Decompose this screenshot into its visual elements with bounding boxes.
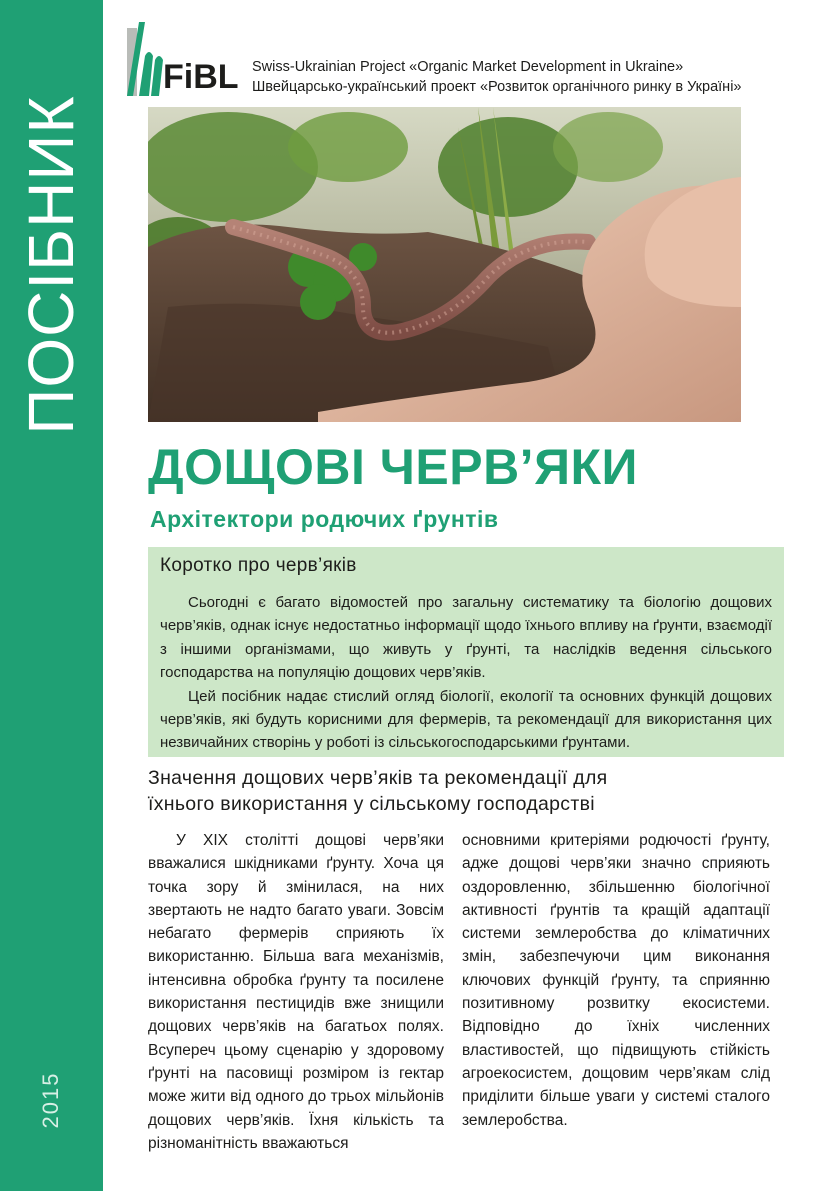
section-heading-line: Значення дощових черв’яків та рекомендації для <box>148 767 608 789</box>
summary-body <box>160 591 772 755</box>
summary-heading: Коротко про черв’яків <box>160 555 357 576</box>
publication-year: 2015 <box>38 1071 63 1129</box>
body-column-left <box>148 829 444 1155</box>
summary-paragraph: Цей посібник надає стислий огляд біології, екології та основних функцій дощових черв’яків, які будуть корисними для фермерів, та рекомендації для використання цих незвичайних створінь у роботі із сільськогосподарськими ґрунтами. <box>160 687 772 752</box>
page-title: ДОЩОВІ ЧЕРВ’ЯКИ <box>148 439 638 495</box>
document-type-label: ПОСІБНИК <box>15 95 87 435</box>
project-name-ua: Швейцарсько-український проект «Розвиток органічного ринку в Україні» <box>252 79 742 95</box>
earthworm-photo <box>148 107 741 422</box>
summary-paragraph: Сьогодні є багато відомостей про загальну систематику та біологію дощових черв’яків, однак існує недостатньо інформації щодо їхнього впливу на ґрунти, взаємодії з іншими організмами, що живуть у ґрунті, та наслідків ведення сільського господарства на популяцію дощових черв’яків. <box>160 594 772 682</box>
project-header <box>252 57 741 97</box>
body-text-right: основними критеріями родючості ґрунту, адже дощові черв’яки значно сприяють оздоровленню, збільшенню біологічної активності ґрунтів та кращій адаптації системи землеробства до кліматичних змін, забезпечуючи цим виконання ключових функцій ґрунту, та сприянню позитивному розвитку екосистеми. Відповідно до їхніх численних властивостей, що підвищують стійкість агроекосистем, дощовим черв’якам слід приділити більше уваги у системі сталого землеробства. <box>462 832 770 1129</box>
body-column-right <box>462 829 770 1132</box>
earthworm-photo-icon <box>148 107 741 422</box>
project-name-en: Swiss-Ukrainian Project «Organic Market Development in Ukraine» <box>252 59 684 75</box>
section-heading <box>148 765 768 817</box>
section-heading-line: їхнього використання у сільському господарстві <box>148 793 595 815</box>
logo-text: FiBL <box>163 58 239 96</box>
sidebar-band <box>0 0 103 1191</box>
body-text-left: У XIX столітті дощові черв’яки вважалися шкідниками ґрунту. Хоча ця точка зору й змінилася, на них звертають не надто багато уваги. Зовсім небагато фермерів сприяють їх використанню. Більша вага механізмів, інтенсивна обробка ґрунту та посилене використання пестицидів вже знищили дощових черв’яків на багатьох полях. Всупереч цьому сценарію у здоровому ґрунті на пасовищі розміром із гектар може жити від одного до трьох мільйонів дощових черв’яків. Їхня кількість та різноманітність вважаються <box>148 832 444 1152</box>
summary-box <box>148 547 784 757</box>
page-subtitle: Архітектори родючих ґрунтів <box>150 506 499 532</box>
